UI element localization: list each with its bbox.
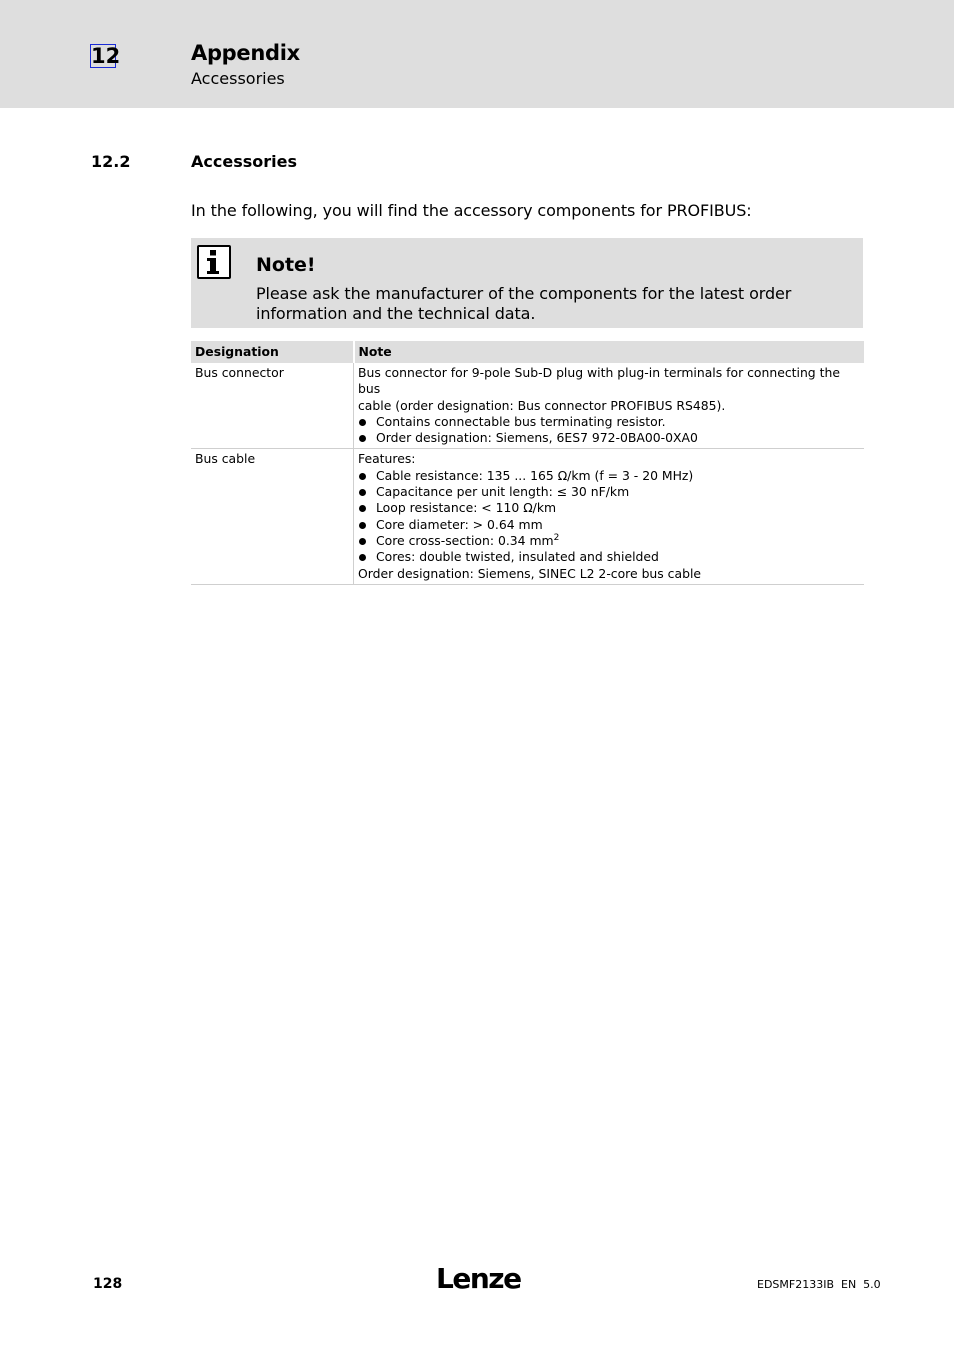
- note-text: [256, 284, 846, 324]
- list-item: Capacitance per unit length: ≤ 30 nF/km: [358, 484, 860, 500]
- column-header-designation: Designation: [191, 341, 354, 363]
- note-title: Note!: [256, 254, 316, 276]
- table-row: [191, 449, 864, 584]
- list-item: Contains connectable bus terminating resistor.: [358, 414, 860, 430]
- list-item: Loop resistance: < 110 Ω/km: [358, 500, 860, 516]
- bullet-list: [358, 414, 860, 447]
- note-box: [191, 238, 863, 328]
- page-number: 128: [93, 1276, 123, 1292]
- accessories-table: [191, 341, 864, 585]
- info-icon: [197, 245, 231, 279]
- list-item: Order designation: Siemens, 6ES7 972-0BA00-0XA0: [358, 430, 860, 446]
- note-line: information and the technical data.: [256, 304, 536, 323]
- chapter-title: Appendix: [191, 41, 300, 65]
- note-cell: [354, 449, 865, 584]
- list-item-text: Core cross-section: 0.34 mm: [376, 532, 554, 548]
- table-header-row: [191, 341, 864, 363]
- note-cell-line: Features:: [358, 451, 416, 467]
- superscript: 2: [553, 532, 560, 543]
- list-item: Cores: double twisted, insulated and shielded: [358, 549, 860, 565]
- section-title: Accessories: [191, 152, 297, 171]
- designation-cell: Bus cable: [191, 449, 354, 584]
- note-cell-line: Bus connector for 9-pole Sub-D plug with plug-in terminals for connecting the bus: [358, 365, 840, 397]
- chapter-number-link[interactable]: 12: [91, 44, 121, 68]
- header-band: [0, 0, 954, 108]
- note-cell-line: Order designation: Siemens, SINEC L2 2-core bus cable: [358, 565, 702, 581]
- bullet-list: [358, 468, 860, 566]
- list-item: Cable resistance: 135 ... 165 Ω/km (f = 3 - 20 MHz): [358, 468, 860, 484]
- document-id: EDSMF2133IB EN 5.0: [757, 1278, 881, 1291]
- note-cell: [354, 363, 865, 449]
- column-header-note: Note: [354, 341, 865, 363]
- intro-text: In the following, you will find the accessory components for PROFIBUS:: [191, 201, 752, 220]
- note-cell-line: cable (order designation: Bus connector PROFIBUS RS485).: [358, 397, 726, 413]
- table-row: [191, 363, 864, 449]
- designation-cell: Bus connector: [191, 363, 354, 449]
- note-line: Please ask the manufacturer of the components for the latest order: [256, 284, 792, 303]
- list-item: [358, 533, 860, 549]
- chapter-subtitle: Accessories: [191, 69, 285, 88]
- lenze-logo: Lenze: [436, 1262, 521, 1295]
- list-item: Core diameter: > 0.64 mm: [358, 517, 860, 533]
- section-number: 12.2: [91, 152, 131, 171]
